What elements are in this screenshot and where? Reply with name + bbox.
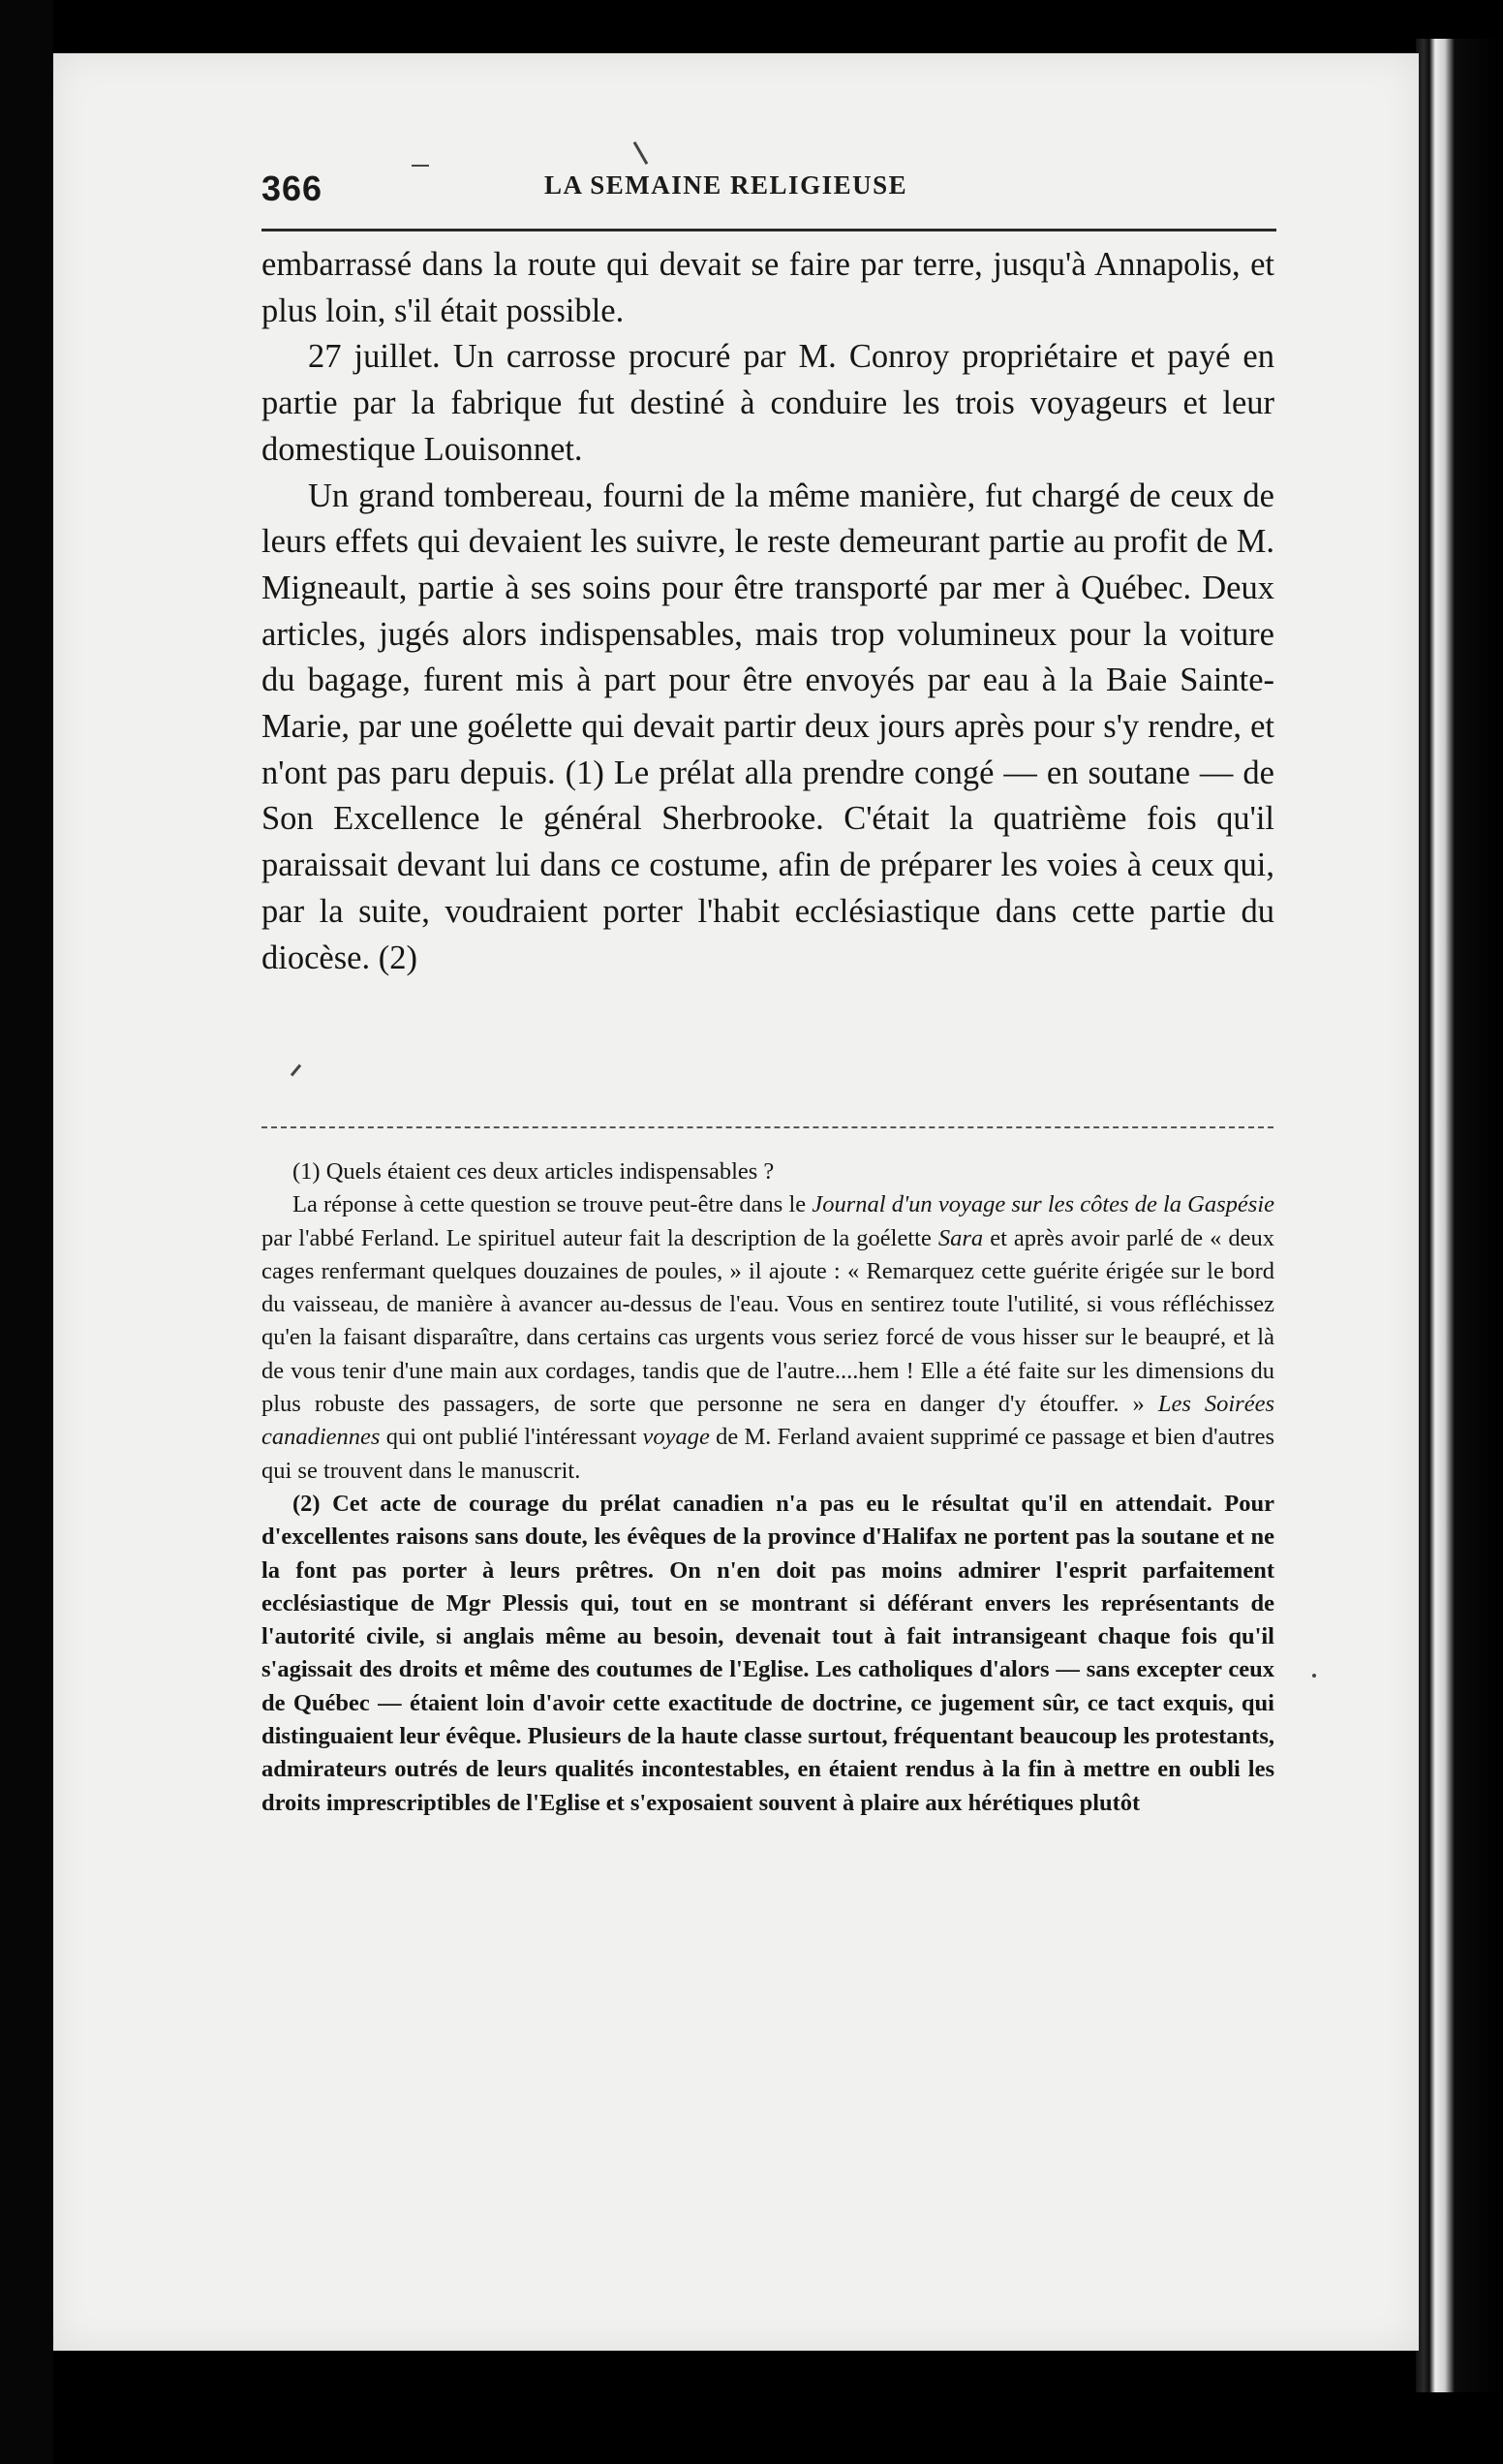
running-head: LA SEMAINE RELIGIEUSE — [544, 170, 908, 200]
footnote-2: (2) Cet acte de courage du prélat canadien n'a pas eu le résultat qu'il en attendait. Pour d'excellentes raisons sans doute, les évêques de la province d'Halifax ne portent pas la soutane et ne la font pas porter à leurs prêtres. On n'en doit pas moins admirer l'esprit parfaitement ecclésiastique de Mgr Plessis qui, tout en se montrant si déférant envers les représentants de l'autorité civile, si anglais même au besoin, devenait tout à fait intransigeant chaque fois qu'il s'agissait des droits et même des coutumes de l'Eglise. Les catholiques d'alors — sans excepter ceux de Québec — étaient loin d'avoir cette exactitude de doctrine, ce jugement sûr, ce tact exquis, qui distinguaient leur évêque. Plusieurs de la haute classe surtout, fréquentant beaucoup les protestants, admirateurs outrés de leurs qualités incontestables, en étaient rendus à la fin à mettre en oubli les droits imprescriptibles de l'Eglise et s'exposaient souvent à plaire aux hérétiques plutôt — [261, 1490, 1274, 1816]
page-header — [261, 169, 1271, 227]
paragraph: 27 juillet. Un carrosse procuré par M. Conroy propriétaire et payé en partie par la fabrique fut destiné à conduire les trois voyageurs et leur domestique Louisonnet. — [261, 338, 1274, 468]
paragraph: Un grand tombereau, fourni de la même manière, fut chargé de ceux de leurs effets qui devaient les suivre, le reste demeurant partie au profit de M. Migneault, partie à ses soins pour être transporté par mer à Québec. Deux articles, jugés alors indispensables, mais trop volumineux pour la voiture du bagage, furent mis à part pour être envoyés par eau à la Baie Sainte-Marie, par une goélette qui devait partir deux jours après pour s'y rendre, et n'ont pas paru depuis. (1) Le prélat alla prendre congé — en soutane — de Son Excellence le général Sherbrooke. C'était la quatrième fois qu'il paraissait devant lui dans ce costume, afin de préparer les voies à ceux qui, par la suite, voudraient porter l'habit ecclésiastique dans cette partie du diocèse. (2) — [261, 477, 1274, 976]
footnotes — [261, 1155, 1274, 1820]
main-text — [261, 242, 1274, 981]
book-spine-edge — [1416, 39, 1503, 2392]
paragraph: embarrassé dans la route qui devait se faire par terre, jusqu'à Annapolis, et plus loin, s'il était possible. — [261, 246, 1274, 329]
footnote-rule — [261, 1126, 1273, 1128]
scan-speck — [412, 165, 429, 167]
header-rule — [261, 229, 1276, 231]
footnote-1-answer: La réponse à cette question se trouve peut-être dans le Journal d'un voyage sur les côtes de la Gaspésie par l'abbé Ferland. Le spirituel auteur fait la description de la goélette Sara et après avoir parlé de « deux cages renfermant quelques douzaines de poules, » il ajoute : « Remarquez cette guérite érigée sur le bord du vaisseau, de manière à avancer au-dessus de l'eau. Vous en sentirez toute l'utilité, si vous réfléchissez qu'en la faisant disparaître, dans certains cas urgents vous seriez forcé de vous hisser sur le beaupré, et là de vous tenir d'une main aux cordages, tandis que de l'autre....hem ! Elle a été faite sur les dimensions du plus robuste des passagers, de sorte que personne ne sera en danger d'y étouffer. » Les Soirées canadiennes qui ont publié l'intéressant voyage de M. Ferland avaient supprimé ce passage et bien d'autres qui se trouvent dans le manuscrit. — [261, 1191, 1274, 1484]
footnote-1-question: (1) Quels étaient ces deux articles indispensables ? — [292, 1158, 775, 1185]
scan-left-margin — [0, 0, 53, 2464]
page-number: 366 — [261, 169, 323, 208]
scan-speck — [1312, 1674, 1316, 1678]
